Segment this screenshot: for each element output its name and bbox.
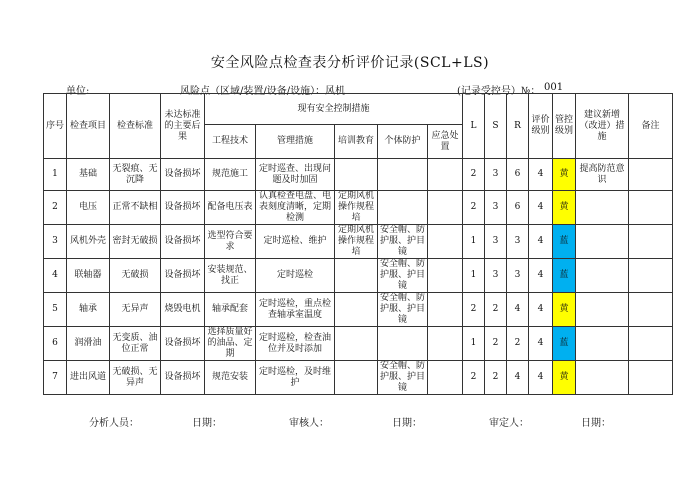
cell-l: 2 [463,191,485,225]
cell-training [335,293,378,327]
table-row [44,327,673,361]
cell-remark [629,259,673,293]
table-row [44,361,673,395]
cell-standard: 无破损 [110,259,161,293]
cell-s: 2 [485,293,507,327]
header-l: L [463,94,485,159]
cell-consequence: 设备损坏 [161,191,205,225]
risk-check-table [43,93,673,395]
cell-eng: 规范施工 [205,159,256,191]
cell-seq: 6 [44,327,67,361]
cell-suggest [576,327,629,361]
cell-consequence: 设备损坏 [161,225,205,259]
cell-ppe: 安全帽、防护服、护目镜 [378,225,428,259]
cell-eng: 安装规范、找正 [205,259,256,293]
cell-r: 4 [507,361,529,395]
header-suggest: 建议新增（改进）措施 [576,94,629,159]
header-seq: 序号 [44,94,67,159]
cell-control: 黄 [553,191,576,225]
cell-control: 蓝 [553,259,576,293]
cell-r: 3 [507,225,529,259]
cell-training: 定期风机操作规程培 [335,191,378,225]
cell-s: 2 [485,361,507,395]
header-mgmt: 管理措施 [256,125,335,159]
cell-mgmt: 定时巡查、出现问题及时加固 [256,159,335,191]
header-control: 管控级别 [553,94,576,159]
header-level: 评价级别 [529,94,553,159]
cell-mgmt: 定时巡检，检查油位并及时添加 [256,327,335,361]
cell-r: 6 [507,191,529,225]
table-row [44,191,673,225]
header-item: 检查项目 [67,94,110,159]
cell-seq: 7 [44,361,67,395]
cell-l: 1 [463,327,485,361]
cell-level: 4 [529,225,553,259]
cell-seq: 5 [44,293,67,327]
cell-l: 1 [463,259,485,293]
cell-emergency [428,159,463,191]
cell-standard: 密封无破损 [110,225,161,259]
cell-remark [629,361,673,395]
header-r: R [507,94,529,159]
cell-standard: 正常不缺相 [110,191,161,225]
cell-suggest [576,293,629,327]
header-s: S [485,94,507,159]
cell-mgmt: 定时巡检，重点检查轴承室温度 [256,293,335,327]
cell-s: 3 [485,259,507,293]
cell-seq: 4 [44,259,67,293]
date-label-2: 日期： [392,418,422,429]
risk-point-label: 风险点（区域/装置/设备/设施）：风机 [180,86,346,97]
header-training: 培训教育 [335,125,378,159]
cell-training [335,327,378,361]
cell-suggest [576,259,629,293]
cell-level: 4 [529,259,553,293]
header-emergency: 应急处置 [428,125,463,159]
cell-item: 进出风道 [67,361,110,395]
cell-emergency [428,259,463,293]
cell-suggest [576,361,629,395]
cell-ppe [378,159,428,191]
header-current-measures: 现有安全控制措施 [205,94,463,125]
cell-remark [629,293,673,327]
cell-remark [629,159,673,191]
cell-l: 1 [463,225,485,259]
cell-mgmt: 定时巡检、维护 [256,225,335,259]
table-row [44,293,673,327]
cell-seq: 2 [44,191,67,225]
cell-standard: 无异声 [110,293,161,327]
cell-seq: 1 [44,159,67,191]
cell-suggest [576,191,629,225]
cell-consequence: 设备损坏 [161,327,205,361]
cell-r: 6 [507,159,529,191]
cell-r: 2 [507,327,529,361]
cell-suggest: 提高防范意识 [576,159,629,191]
cell-remark [629,327,673,361]
cell-consequence: 设备损坏 [161,361,205,395]
cell-training: 定期风机操作规程培 [335,225,378,259]
cell-control: 黄 [553,159,576,191]
header-remark: 备注 [629,94,673,159]
cell-eng: 配备电压表 [205,191,256,225]
cell-level: 4 [529,159,553,191]
cell-training [335,259,378,293]
table-row [44,225,673,259]
cell-training [335,159,378,191]
header-consequence: 未达标准的主要后果 [161,94,205,159]
cell-s: 3 [485,225,507,259]
cell-item: 轴承 [67,293,110,327]
cell-consequence: 设备损坏 [161,259,205,293]
cell-eng: 选型符合要求 [205,225,256,259]
table-row [44,259,673,293]
reviewer-label: 审核人： [289,418,329,429]
cell-level: 4 [529,327,553,361]
unit-label: 单位: [66,86,90,97]
cell-consequence: 烧毁电机 [161,293,205,327]
cell-ppe: 安全帽、防护服、护目镜 [378,259,428,293]
header-eng: 工程技术 [205,125,256,159]
cell-standard: 无变质、油位正常 [110,327,161,361]
cell-eng: 选择质量好的油品、定期 [205,327,256,361]
cell-s: 3 [485,191,507,225]
cell-r: 3 [507,259,529,293]
cell-level: 4 [529,191,553,225]
cell-suggest [576,225,629,259]
cell-emergency [428,361,463,395]
cell-r: 4 [507,293,529,327]
cell-item: 联轴器 [67,259,110,293]
cell-l: 2 [463,293,485,327]
header-standard: 检查标准 [110,94,161,159]
cell-item: 基础 [67,159,110,191]
cell-ppe: 安全帽、防护服、护目镜 [378,293,428,327]
cell-s: 3 [485,159,507,191]
record-label: (记录受控号）№： [457,86,541,97]
cell-s: 2 [485,327,507,361]
cell-level: 4 [529,361,553,395]
cell-level: 4 [529,293,553,327]
cell-control: 黄 [553,293,576,327]
cell-emergency [428,225,463,259]
cell-emergency [428,293,463,327]
cell-mgmt: 认真检查电盘、电表刻度清晰，定期检测 [256,191,335,225]
header-ppe: 个体防护 [378,125,428,159]
analyst-label: 分析人员： [89,418,139,429]
cell-remark [629,225,673,259]
cell-remark [629,191,673,225]
cell-control: 蓝 [553,327,576,361]
cell-seq: 3 [44,225,67,259]
table-row [44,159,673,191]
cell-ppe: 安全帽、防护服、护目镜 [378,361,428,395]
date-label-1: 日期： [192,418,222,429]
cell-control: 黄 [553,361,576,395]
cell-mgmt: 定时巡检 [256,259,335,293]
cell-eng: 规范安装 [205,361,256,395]
cell-item: 润滑油 [67,327,110,361]
cell-training [335,361,378,395]
cell-emergency [428,191,463,225]
record-number: 001 [544,82,564,93]
approver-label: 审定人： [489,418,529,429]
cell-ppe [378,191,428,225]
cell-item: 电压 [67,191,110,225]
cell-item: 风机外壳 [67,225,110,259]
cell-consequence: 设备损坏 [161,159,205,191]
cell-standard: 无裂痕、无沉降 [110,159,161,191]
cell-control: 蓝 [553,225,576,259]
cell-emergency [428,327,463,361]
cell-ppe [378,327,428,361]
cell-l: 2 [463,361,485,395]
cell-mgmt: 定时巡检，及时维护 [256,361,335,395]
cell-l: 2 [463,159,485,191]
cell-standard: 无破损、无异声 [110,361,161,395]
page-title: 安全风险点检查表分析评价记录(SCL+LS) [210,55,490,71]
cell-eng: 轴承配套 [205,293,256,327]
date-label-3: 日期： [581,418,611,429]
